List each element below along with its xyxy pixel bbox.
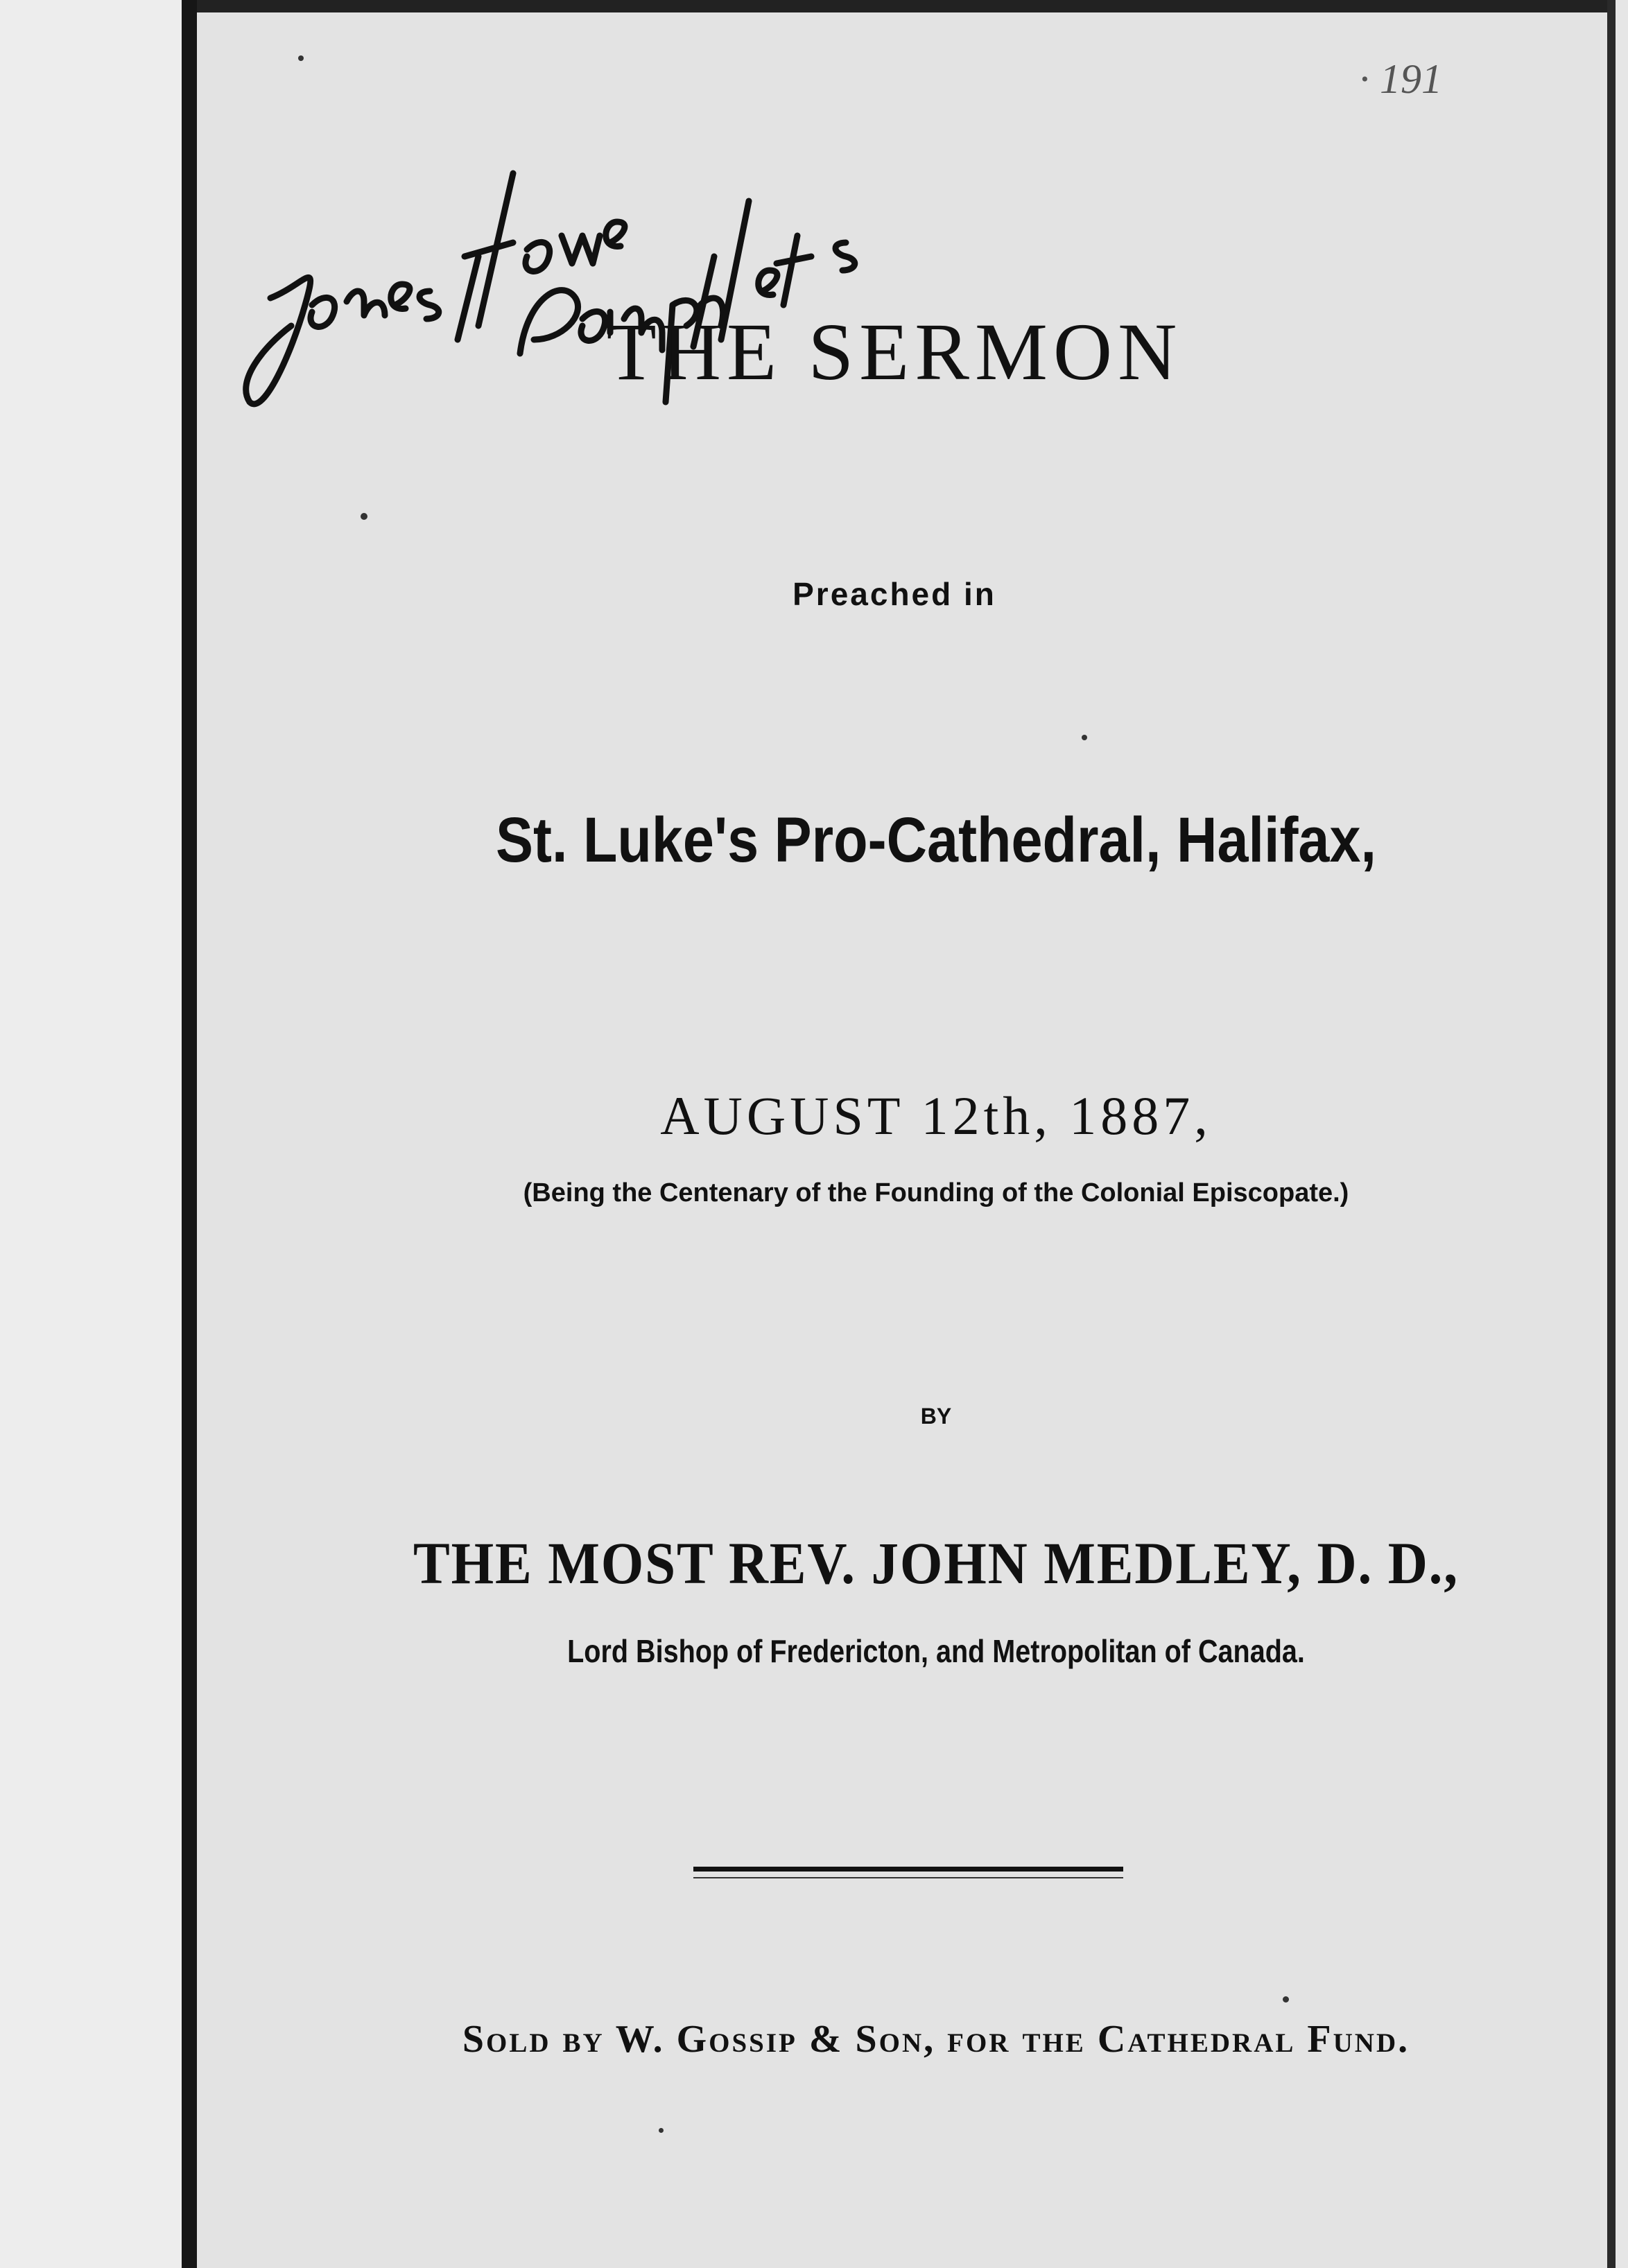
occasion-note: (Being the Centenary of the Founding of the Colonial Episcopate.)	[523, 1178, 1349, 1207]
scan-speck	[361, 513, 367, 520]
scan-speck	[298, 55, 304, 61]
corner-number: · 191	[1359, 56, 1442, 102]
church-name: St. Luke's Pro-Cathedral, Halifax,	[495, 805, 1376, 875]
sermon-date: AUGUST 12th, 1887,	[660, 1085, 1212, 1146]
author-title: Lord Bishop of Fredericton, and Metropolitan of Canada.	[567, 1633, 1305, 1669]
publisher-line: Sold by W. Gossip & Son, for the Cathedral Fund.	[462, 2018, 1410, 2061]
top-edge	[197, 0, 1611, 12]
divider-rule	[693, 1867, 1123, 1872]
scan-speck	[1082, 735, 1087, 740]
author-name: THE MOST REV. JOHN MEDLEY, D. D.,	[413, 1530, 1459, 1596]
facing-page-margin	[0, 0, 182, 2268]
binding-edge	[182, 0, 197, 2268]
scan-speck	[1283, 1996, 1289, 2003]
scan-speck	[659, 2128, 664, 2133]
document-title: THE SERMON	[606, 306, 1183, 397]
divider-rule-thin	[693, 1877, 1123, 1878]
by-label: BY	[920, 1404, 952, 1429]
preached-in-label: Preached in	[793, 576, 996, 612]
